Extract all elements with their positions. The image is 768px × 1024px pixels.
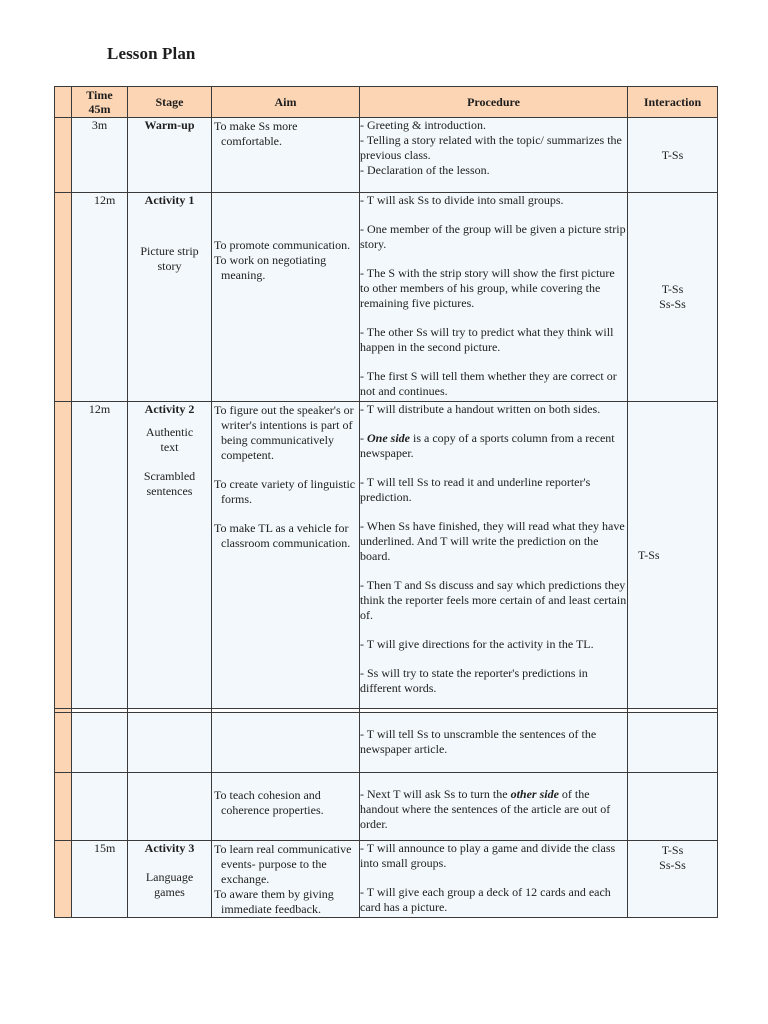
aim-cell [212,713,360,773]
procedure-item: - Greeting & introduction. [360,118,486,132]
aim-item: To create variety of linguistic forms. [214,477,356,506]
stage-cell [128,773,212,841]
procedure-item: - Ss will try to state the reporter's predictions in different words. [360,666,588,695]
left-stripe-cell [55,118,72,193]
procedure-item: - Telling a story related with the topic/ summarizes the previous class. [360,133,622,162]
aim-item: To promote communication. [214,238,351,252]
header-time-label: Time 45m [86,88,113,116]
emphasis-text: One side [367,431,410,445]
emphasis-text: other side [510,787,559,801]
left-stripe-cell [55,713,72,773]
stage-subtitle: Authentic text [145,425,194,454]
stage-cell [128,118,212,193]
procedure-item: - T will distribute a handout written on both sides. [360,402,601,416]
header-time [72,87,128,118]
procedure-item: - T will announce to play a game and divide the class into small groups. [360,841,616,870]
procedure-cell [360,841,628,918]
time-cell: 15m [72,841,128,918]
left-stripe-cell [55,402,72,709]
time-cell [72,713,128,773]
table-header-row [55,87,718,118]
time-cell: 3m [72,118,128,193]
aim-item: To make Ss more comfortable. [214,119,298,148]
stage-name: Warm-up [144,118,195,132]
procedure-item: - T will give directions for the activity in the TL. [360,637,594,651]
stage-cell [128,713,212,773]
stage-cell [128,402,212,709]
time-cell [72,773,128,841]
stage-cell [128,841,212,918]
table-row [55,841,718,918]
procedure-cell [360,118,628,193]
table-row [55,402,718,709]
stage-subtitle: Picture strip story [140,244,199,273]
procedure-item: - T will give each group a deck of 12 cards and each card has a picture. [360,885,611,914]
left-stripe-cell [55,193,72,402]
stage-name: Activity 1 [144,193,195,207]
interaction-cell [628,841,718,918]
time-cell: 12m [72,402,128,709]
stage-cell [128,193,212,402]
table-row [55,193,718,402]
procedure-item: - T will ask Ss to divide into small groups. [360,193,564,207]
procedure-item: - The S with the strip story will show the first picture to other members of his group, while covering the remaining five pictures. [360,266,615,310]
table-row [55,713,718,773]
aim-item: To figure out the speaker's or writer's intentions is part of being communicatively competent. [214,403,354,462]
aim-cell [212,402,360,709]
procedure-cell [360,713,628,773]
aim-item: To aware them by giving immediate feedback. [214,887,334,916]
time-cell: 12m [72,193,128,402]
procedure-item: - The other Ss will try to predict what they think will happen in the second picture. [360,325,614,354]
left-stripe-cell [55,841,72,918]
procedure-item: - Declaration of the lesson. [360,163,490,177]
interaction-value: T-Ss [661,282,684,296]
procedure-cell [360,773,628,841]
procedure-cell [360,193,628,402]
header-interaction: Interaction [628,87,718,118]
aim-item: To work on negotiating meaning. [214,253,327,282]
aim-cell [212,841,360,918]
lesson-plan-table [54,86,718,918]
procedure-item: - When Ss have finished, they will read what they have underlined. And T will write the prediction on the board. [360,519,625,563]
procedure-item: - T will tell Ss to read it and underline reporter's prediction. [360,475,591,504]
header-procedure: Procedure [360,87,628,118]
aim-item: To learn real communicative events- purpose to the exchange. [214,842,352,886]
stage-subtitle: Language games [145,870,194,899]
table-row [55,773,718,841]
aim-cell [212,773,360,841]
interaction-cell: T-Ss [628,402,718,709]
stage-name: Activity 2 [144,402,195,416]
interaction-cell: T-Ss [628,118,718,193]
procedure-cell [360,402,628,709]
aim-cell [212,118,360,193]
table-row [55,118,718,193]
procedure-item: - Then T and Ss discuss and say which predictions they think the reporter feels more certain of and least certain of. [360,578,627,622]
header-stage: Stage [128,87,212,118]
page-title: Lesson Plan [107,44,196,63]
interaction-cell [628,713,718,773]
procedure-item: - One member of the group will be given a picture strip story. [360,222,626,251]
aim-cell [212,193,360,402]
aim-item: To teach cohesion and coherence properties. [214,788,324,817]
stage-subtitle-2: Scrambled sentences [143,469,196,498]
left-stripe-cell [55,87,72,118]
interaction-cell [628,193,718,402]
left-stripe-cell [55,773,72,841]
interaction-value: T-Ss [661,843,684,857]
interaction-cell [628,773,718,841]
interaction-value: Ss-Ss [659,297,686,311]
procedure-item: - T will tell Ss to unscramble the sentences of the newspaper article. [360,727,597,756]
interaction-value: Ss-Ss [659,858,686,872]
stage-name: Activity 3 [144,841,195,855]
header-aim: Aim [212,87,360,118]
aim-item: To make TL as a vehicle for classroom communication. [214,521,351,550]
procedure-item: - The first S will tell them whether they are correct or not and continues. [360,369,617,398]
procedure-item: - One side is a copy of a sports column from a recent newspaper. [360,431,615,460]
procedure-item: - Next T will ask Ss to turn the other side of the handout where the sentences of the article are out of order. [360,787,611,831]
